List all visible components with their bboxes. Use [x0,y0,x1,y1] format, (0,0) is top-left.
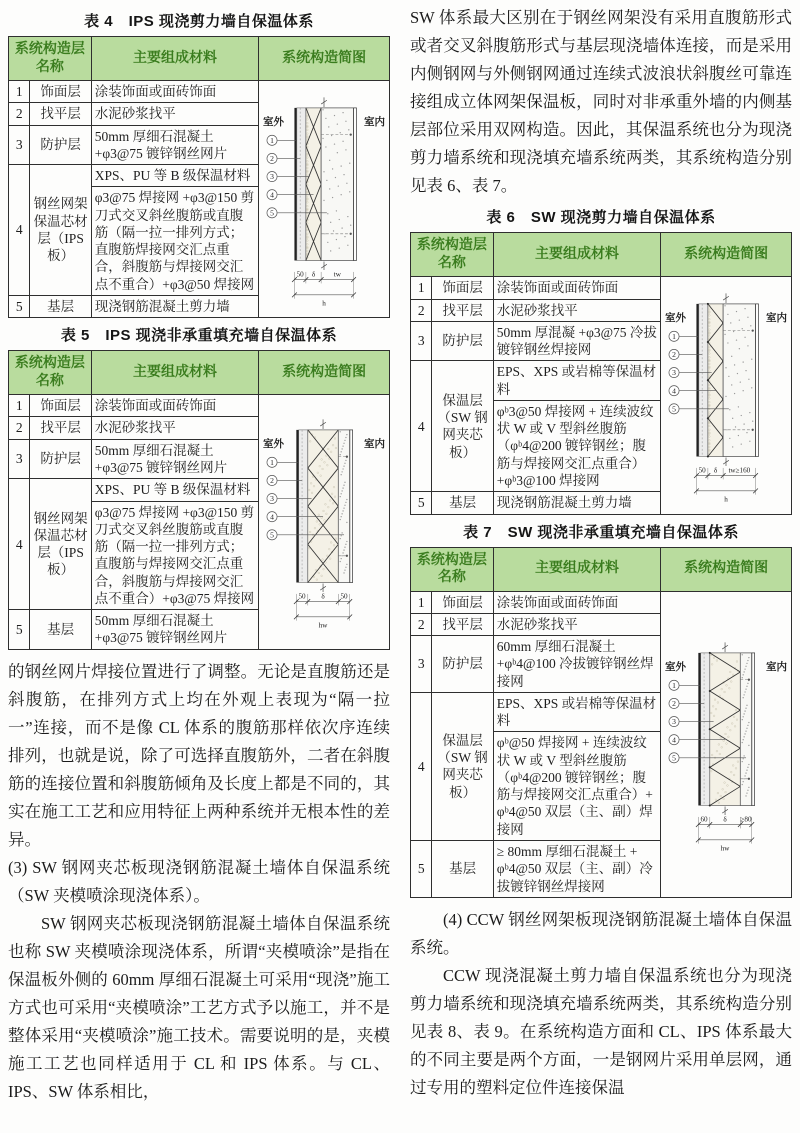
table6-block [410,209,792,514]
layer-material: XPS、PU 等 B 级保温材料 [91,165,259,187]
table-row [9,81,390,103]
svg-text:4: 4 [270,512,275,522]
layer-material: EPS、XPS 或岩棉等保温材料 [493,692,661,732]
column-header-1: 系统构造层名称 [411,233,494,277]
layer-number: 5 [9,295,30,317]
paragraph: 的钢丝网片焊接位置进行了调整。无论是直腹筋还是斜腹筋，在排列方式上均在外观上表现为“隔一拉一”连接，而不是像 CL 体系的腹筋那样依次序连续排列，也就是说，除了可选择直腹筋外，二者在斜腹筋的连接位置和斜腹筋倾角及长度上都是不同的，其实在施工工艺和应用特征上两种系统并无根本性的差异。 [8,661,390,849]
svg-text:h: h [322,298,327,307]
svg-text:hw: hw [318,621,328,630]
table7-title: 表 7 SW 现浇非承重填充墙自保温体系 [463,523,739,541]
layer-name: 基层 [30,295,91,317]
layer-name: 饰面层 [30,81,91,103]
column-header-2: 主要组成材料 [493,547,661,591]
svg-text:室内: 室内 [766,313,788,325]
layer-number: 4 [411,361,432,492]
column-header-1: 系统构造层名称 [411,547,494,591]
layer-name: 找平层 [432,613,493,635]
svg-text:1: 1 [672,680,677,690]
svg-text:60: 60 [700,815,708,824]
layer-number: 2 [411,299,432,321]
layer-material: 涂装饰面或面砖饰面 [493,591,661,613]
layer-name: 防护层 [432,321,493,361]
svg-text:室内: 室内 [766,661,788,673]
table5 [8,350,390,649]
layer-number: 4 [9,165,30,296]
table6 [410,232,792,514]
layer-name: 找平层 [30,417,91,439]
svg-text:1: 1 [672,331,677,341]
layer-name: 钢丝网架保温芯材层（IPS板） [30,479,91,610]
svg-text:5: 5 [270,208,275,218]
layer-material: φ3@75 焊接网 +φ3@150 剪刀式交叉斜丝腹筋或直腹筋（隔一拉一排列方式；直腹筋与焊接网交汇点重合，斜腹筋与焊接网交汇点不重合）+φ3@75 焊接网 [91,501,259,610]
svg-text:2: 2 [672,350,677,360]
layer-number: 5 [411,840,432,897]
table-row [411,277,792,299]
layer-material: XPS、PU 等 B 级保温材料 [91,479,259,501]
right-intro-text [410,4,792,200]
svg-text:5: 5 [270,530,275,540]
layer-material: φᵇ3@50 焊接网 + 连续波纹状 W 或 V 型斜丝腹筋（φᵇ4@200 镀锌钢丝；腹筋与焊接网交汇点重合）+φᵇ3@100 焊接网 [493,400,661,491]
layer-name: 保温层（SW 钢网夹芯板） [432,361,493,492]
svg-text:h: h [724,495,729,504]
layer-number: 1 [9,81,30,103]
svg-text:4: 4 [270,189,275,199]
svg-text:3: 3 [672,368,677,378]
layer-number: 2 [9,417,30,439]
layer-name: 找平层 [432,299,493,321]
layer-name: 保温层（SW 钢网夹芯板） [432,692,493,840]
layer-number: 1 [411,277,432,299]
diagram-cell [259,81,390,318]
layer-number: 1 [9,395,30,417]
layer-material: 水泥砂浆找平 [493,613,661,635]
layer-material: 涂装饰面或面砖饰面 [91,81,259,103]
paragraph: CCW 现浇混凝土剪力墙自保温系统也分为现浇剪力墙系统和现浇填充墙系统两类，其系统构造分别见表 8、表 9。在系统构造方面和 CL、IPS 体系最大的不同主要是两个方面，一是钢网片采用单层网，通过专用的塑料定位件连接保温 [410,965,792,1098]
paragraph: SW 钢网夹芯板现浇钢筋混凝土墙体自保温系统也称 SW 夹模喷涂现浇体系，所谓“夹模喷涂”是指在保温板外侧的 60mm 厚细石混凝土可采用“现浇”施工方式也可采用“夹模喷涂”工艺方式予以施工，并不是整体采用“夹模喷涂”施工技术。需要说明的是，夹模施工工艺也同样适用于 CL 和 IPS 体系。与 CL、IPS、SW 体系相比， [8,914,390,1102]
layer-material: 现浇钢筋混凝土剪力墙 [493,492,661,514]
svg-text:3: 3 [270,171,275,181]
layer-name: 防护层 [30,125,91,165]
layer-name: 饰面层 [432,277,493,299]
svg-text:δ: δ [723,815,727,824]
svg-text:室内: 室内 [364,116,386,128]
svg-text:室内: 室内 [364,439,386,451]
layer-material: ≥ 80mm 厚细石混凝土 + φᵇ4@50 双层（主、副）冷拔镀锌钢丝焊接网 [493,840,661,897]
column-header-2: 主要组成材料 [91,351,259,395]
svg-text:tw≥160: tw≥160 [728,466,751,475]
table4 [8,36,390,318]
svg-text:50: 50 [298,593,306,602]
wall-section-diagram [262,407,386,636]
table-row [411,591,792,613]
layer-number: 4 [411,692,432,840]
svg-text:δ: δ [714,466,718,475]
svg-text:hw: hw [720,844,730,853]
svg-text:5: 5 [672,404,677,414]
layer-material: 50mm 厚细石混凝土 +φ3@75 镀锌钢丝网片 [91,439,259,479]
svg-text:3: 3 [270,494,275,504]
table5-block [8,327,390,649]
table4-block [8,13,390,318]
svg-text:4: 4 [672,735,677,745]
layer-name: 基层 [432,492,493,514]
svg-text:1: 1 [270,458,275,468]
table7 [410,547,792,898]
layer-material: 涂装饰面或面砖饰面 [91,395,259,417]
svg-text:2: 2 [270,476,275,486]
column-header-3: 系统构造简图 [661,233,792,277]
paragraph: (4) CCW 钢丝网架板现浇钢筋混凝土墙体自保温系统。 [410,909,792,957]
svg-text:50: 50 [296,270,304,279]
svg-text:室外: 室外 [665,661,687,673]
column-header-1: 系统构造层名称 [9,37,92,81]
right-text-block [410,906,792,1102]
svg-text:50: 50 [340,593,348,602]
column-header-3: 系统构造简图 [259,351,390,395]
table6-title: 表 6 SW 现浇剪力墙自保温体系 [486,209,716,227]
right-column [410,4,792,1133]
table-row [9,395,390,417]
paragraph: (3) SW 钢网夹芯板现浇钢筋混凝土墙体自保温系统（SW 夹模喷涂现浇体系）。 [8,857,390,906]
column-header-3: 系统构造简图 [259,37,390,81]
diagram-cell [661,277,792,514]
diagram-cell [661,591,792,897]
column-header-3: 系统构造简图 [661,547,792,591]
diagram-cell [259,395,390,649]
svg-text:1: 1 [270,135,275,145]
column-header-2: 主要组成材料 [91,37,259,81]
svg-text:tw: tw [334,270,342,279]
layer-name: 饰面层 [432,591,493,613]
svg-text:2: 2 [270,153,275,163]
layer-number: 1 [411,591,432,613]
layer-material: 水泥砂浆找平 [91,417,259,439]
svg-text:≥80: ≥80 [740,815,752,824]
layer-number: 3 [9,125,30,165]
layer-name: 防护层 [432,636,493,693]
layer-material: 涂装饰面或面砖饰面 [493,277,661,299]
layer-material: EPS、XPS 或岩棉等保温材料 [493,361,661,401]
svg-text:3: 3 [672,716,677,726]
layer-number: 3 [411,321,432,361]
table7-block [410,524,792,898]
wall-section-diagram [664,281,788,510]
layer-name: 基层 [432,840,493,897]
layer-name: 饰面层 [30,395,91,417]
layer-material: 50mm 厚细石混凝土 +φ3@75 镀锌钢丝网片 [91,610,259,650]
table4-title: 表 4 IPS 现浇剪力墙自保温体系 [84,13,314,30]
left-column [8,4,390,1133]
layer-material: φᵇ@50 焊接网 + 连续波纹状 W 或 V 型斜丝腹筋（φᵇ4@200 镀锌钢丝；腹筋与焊接网交汇点重合）+ φᵇ4@50 双层（主、副）焊接网 [493,732,661,841]
layer-number: 5 [9,610,30,650]
layer-number: 4 [9,479,30,610]
layer-material: 60mm 厚细石混凝土 +φᵇ4@100 冷拔镀锌钢丝焊接网 [493,636,661,693]
wall-section-diagram [262,85,386,314]
layer-number: 2 [411,613,432,635]
layer-name: 找平层 [30,103,91,125]
svg-text:2: 2 [672,698,677,708]
layer-material: 水泥砂浆找平 [91,103,259,125]
layer-material: φ3@75 焊接网 +φ3@150 剪刀式交叉斜丝腹筋或直腹筋（隔一拉一排列方式；直腹筋焊接网交汇点重合，斜腹筋与焊接网交汇点不重合）+φ3@50 焊接网 [91,187,259,296]
svg-text:50: 50 [698,466,706,475]
svg-text:δ: δ [321,593,325,602]
layer-number: 3 [9,439,30,479]
wall-section-diagram [664,630,788,859]
svg-text:5: 5 [672,753,677,763]
layer-material: 现浇钢筋混凝土剪力墙 [91,295,259,317]
layer-number: 2 [9,103,30,125]
layer-name: 基层 [30,610,91,650]
column-header-2: 主要组成材料 [493,233,661,277]
layer-name: 防护层 [30,439,91,479]
svg-text:室外: 室外 [263,439,285,451]
layer-number: 3 [411,636,432,693]
layer-name: 钢丝网架保温芯材层（IPS板） [30,165,91,296]
column-header-1: 系统构造层名称 [9,351,92,395]
svg-text:4: 4 [672,386,677,396]
layer-material: 50mm 厚细石混凝土 +φ3@75 镀锌钢丝网片 [91,125,259,165]
layer-material: 水泥砂浆找平 [493,299,661,321]
table5-title: 表 5 IPS 现浇非承重填充墙自保温体系 [60,327,338,345]
layer-number: 5 [411,492,432,514]
svg-text:室外: 室外 [665,313,687,325]
svg-text:δ: δ [312,270,316,279]
layer-material: 50mm 厚混凝 +φ3@75 冷拔镀锌钢丝焊接网 [493,321,661,361]
left-text-block [8,658,390,1107]
paragraph: SW 体系最大区别在于钢丝网架没有采用直腹筋形式或者交叉斜腹筋形式与基层现浇墙体连接，而是采用内侧钢网与外侧钢网通过连续式波浪状斜腹丝可靠连接组成立体网架保温板，同时对非承重外墙的内侧基层部位采用双网构造。因此，其保温系统也分为现浇剪力墙系统和现浇填充墙系统两类，其系统构造分别见表 6、表 7。 [410,8,792,196]
svg-text:室外: 室外 [263,116,285,128]
